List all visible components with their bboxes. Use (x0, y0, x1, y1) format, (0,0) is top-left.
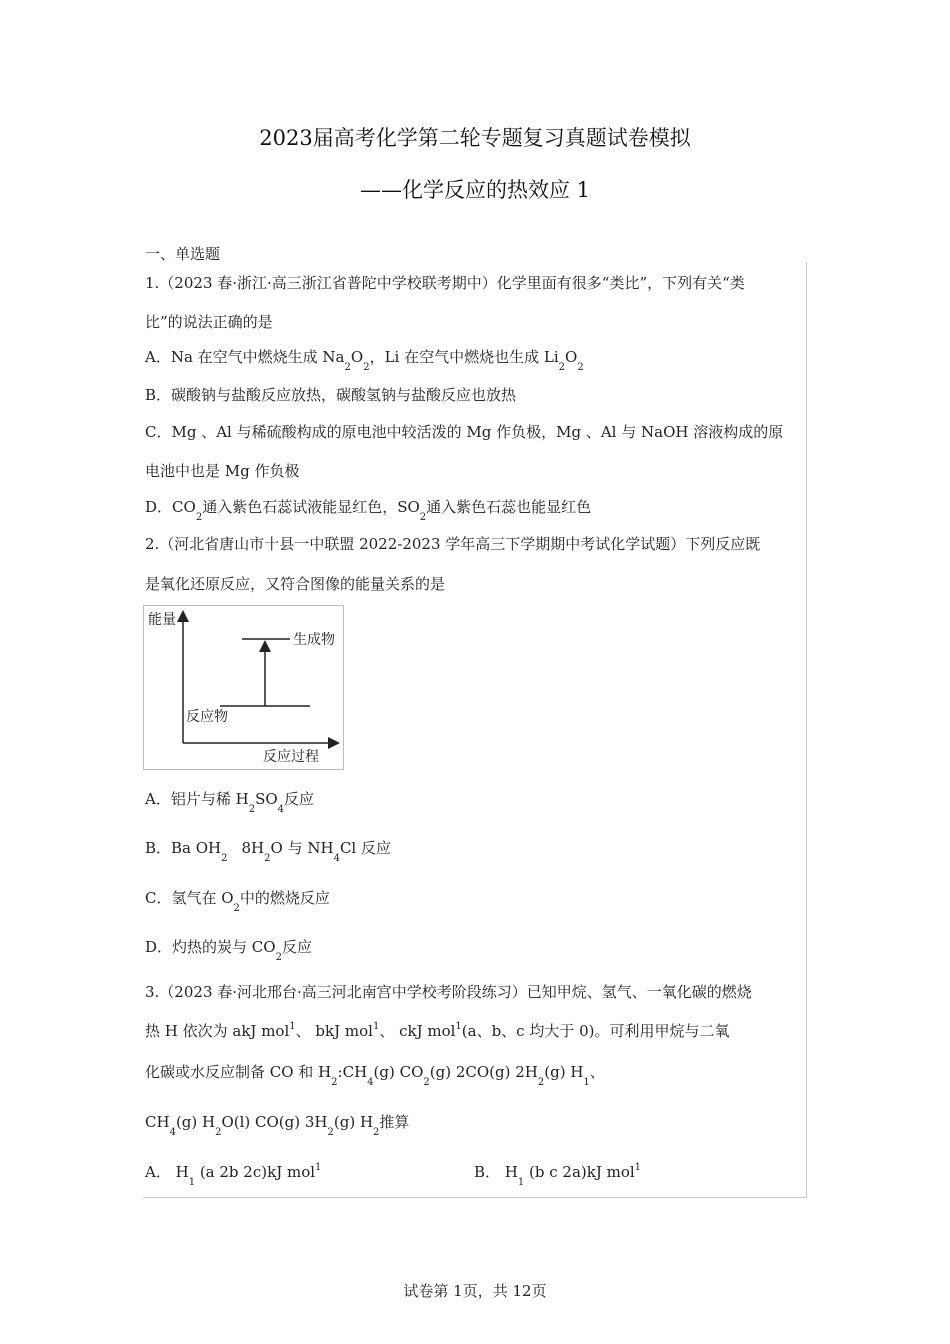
q1-option-d: D．$CO_2$通入紫色石蕊试液能显红色，$SO_2$通入紫色石蕊也能显红色 (145, 498, 592, 523)
q3-option-b: B． $H_1$ (b c 2a)kJ mol$^1$ (474, 1162, 642, 1188)
process-axis-label: 反应过程 (263, 748, 319, 764)
page-footer: 试卷第 1页，共 12页 (403, 1282, 547, 1300)
q1-option-c-line2: 电池中也是 Mg 作负极 (145, 462, 300, 480)
reactant-label: 反应物 (186, 708, 228, 724)
q1-stem-line1: 1.（2023 春·浙江·高三浙江省普陀中学校联考期中）化学里面有很多“类比”，下列有关“类 (145, 274, 745, 292)
q2-option-a: A．铝片与稀 $H_2SO_4$反应 (145, 790, 315, 815)
q2-stem-line1: 2.（河北省唐山市十县一中联盟 2022-2023 学年高三下学期期中考试化学试题）下列反应既 (145, 535, 761, 553)
q2-option-b: B．Ba $OH_28H_2O$ 与 $NH_4Cl$ 反应 (145, 839, 391, 864)
q1-option-b: B．碳酸钠与盐酸反应放热，碳酸氢钠与盐酸反应也放热 (145, 386, 517, 404)
energy-axis-label: 能量 (148, 611, 176, 627)
q2-option-c: C．氢气在 $O_2$中的燃烧反应 (145, 889, 330, 914)
q3-stem-line4: $CH_4(g)$ $H_2O(l)$ CO(g) $3H_2(g)$ $H_2$推算 (145, 1113, 410, 1138)
q3-option-a: A． $H_1$ (a 2b 2c)kJ mol$^1$ (145, 1162, 322, 1188)
q3-stem-line2: 热 H 依次为 akJ mol$^1$、 bkJ mol$^1$、 ckJ mol$^1$(a、b、c 均大于 0)。可利用甲烷与二氧 (145, 1021, 730, 1040)
document-subtitle: ——化学反应的热效应 1 (359, 178, 591, 202)
document-title: 2023届高考化学第二轮专题复习真题试卷模拟 (259, 126, 691, 150)
q3-stem-line3: 化碳或水反应制备 CO 和 $H_2:CH_4(g)$ $CO_2(g)$ 2CO(g) $2H_2(g)$ $H_1$、 (145, 1063, 605, 1088)
product-label: 生成物 (293, 631, 335, 647)
q2-option-d: D．灼热的炭与 $CO_2$反应 (145, 938, 312, 963)
q1-stem-line2: 比”的说法正确的是 (145, 313, 273, 331)
section-heading: 一、单选题 (145, 245, 221, 263)
q2-stem-line2: 是氧化还原反应，又符合图像的能量关系的是 (145, 575, 446, 593)
energy-diagram (143, 605, 344, 770)
q1-option-c-line1: C．Mg 、Al 与稀硫酸构成的原电池中较活泼的 Mg 作负极，Mg 、Al 与 NaOH 溶液构成的原 (145, 423, 784, 441)
q3-stem-line1: 3.（2023 春·河北邢台·高三河北南宫中学校考阶段练习）已知甲烷、氢气、一氧化碳的燃烧 (145, 983, 752, 1001)
q1-option-a: A．Na 在空气中燃烧生成 $Na_2O_2$，Li 在空气中燃烧也生成 $Li_2O_2$ (145, 348, 584, 373)
